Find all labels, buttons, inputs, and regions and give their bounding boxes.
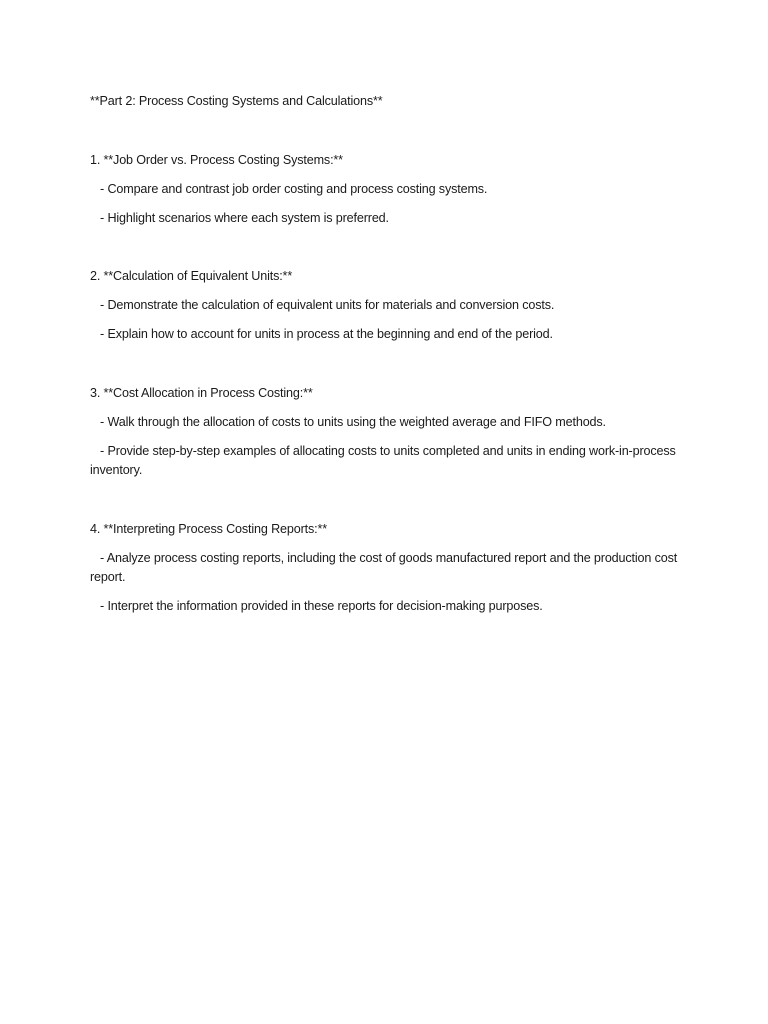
list-item: - Analyze process costing reports, including the cost of goods manufactured report and the production cost report. [90, 550, 681, 584]
section-heading: 3. **Cost Allocation in Process Costing:** [90, 385, 313, 400]
section-heading: 1. **Job Order vs. Process Costing Systems:** [90, 152, 343, 167]
document-body [90, 92, 680, 617]
list-item: - Interpret the information provided in these reports for decision-making purposes. [90, 599, 543, 613]
section-heading: 2. **Calculation of Equivalent Units:** [90, 269, 293, 283]
list-item: - Walk through the allocation of costs to units using the weighted average and FIFO methods. [90, 414, 606, 429]
list-item: - Compare and contrast job order costing and process costing systems. [90, 181, 488, 196]
list-item: - Highlight scenarios where each system is preferred. [90, 210, 389, 225]
list-item: - Demonstrate the calculation of equivalent units for materials and conversion costs. [90, 298, 555, 312]
section-cost-allocation [90, 384, 680, 481]
document-title: **Part 2: Process Costing Systems and Calculations** [90, 94, 383, 108]
section-equivalent-units [90, 267, 680, 345]
list-item: - Provide step-by-step examples of allocating costs to units completed and units in ending work-in-process inventory. [90, 443, 680, 477]
section-job-order-vs-process [90, 151, 680, 229]
section-interpreting-reports [90, 520, 680, 617]
list-item: - Explain how to account for units in process at the beginning and end of the period. [90, 327, 553, 341]
section-heading: 4. **Interpreting Process Costing Reports:** [90, 521, 327, 536]
